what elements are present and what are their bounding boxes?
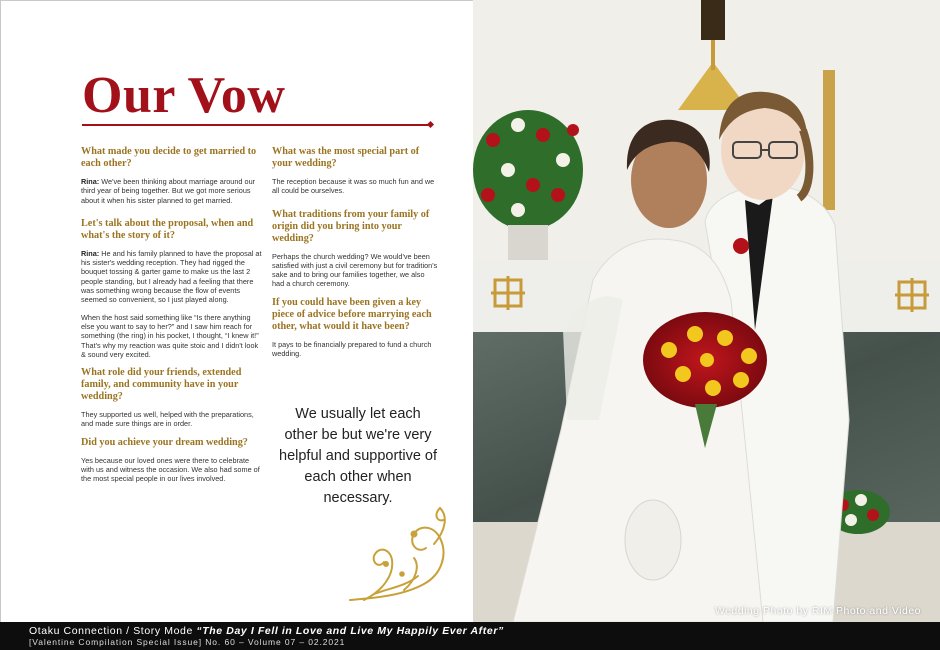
footer-series-line xyxy=(29,625,504,637)
title-divider xyxy=(82,124,430,126)
question: Let's talk about the proposal, when and what's the story of it? xyxy=(81,217,254,241)
gold-swirl-ornament xyxy=(344,504,456,604)
qa-column-right xyxy=(272,146,438,366)
question: If you could have been given a key piece of advice before marrying each other, what would it have been? xyxy=(272,296,432,332)
question: What made you decide to get married to each other? xyxy=(81,146,257,169)
photo-credit: Wedding Photo by RIM Photo and Video xyxy=(714,605,921,617)
qa-item xyxy=(81,437,264,484)
qa-column-left xyxy=(81,146,264,492)
answer: Yes because our loved ones were there to celebrate with us and witness the occasion. We also had some of the most special people in our lives involved. xyxy=(81,455,260,484)
pull-quote: We usually let each other be but we're very helpful and supportive of each other when necessary. xyxy=(279,406,437,506)
qa-item xyxy=(272,209,438,289)
question: What role did your friends, extended family, and community have in your wedding? xyxy=(81,367,242,403)
footer-story-title: “The Day I Fell in Love and Live My Happily Ever After” xyxy=(196,625,504,637)
answer: The reception because it was so much fun and we all could be ourselves. xyxy=(272,177,435,196)
wedding-photo xyxy=(473,0,940,622)
qa-item xyxy=(272,146,438,196)
answer: Rina: We've been thinking about marriage around our third year of being together. But we got more serious about it when his sister planned to get married. xyxy=(81,177,256,205)
qa-item xyxy=(272,297,438,359)
question: What traditions from your family of origin did you bring into your wedding? xyxy=(272,208,430,244)
footer-issue-line: [Valentine Compilation Special Issue] No. 60 – Volume 07 – 02.2021 xyxy=(29,637,346,647)
question: Did you achieve your dream wedding? xyxy=(81,436,248,448)
question: What was the most special part of your wedding? xyxy=(272,146,420,169)
qa-item xyxy=(81,367,264,429)
answer: Rina: He and his family planned to have the proposal at his sister's wedding reception. They had rigged the bouquet tossing & garter game to make us the last 2 people standing, but I already had a feeling that there was something wrong because the flow of events seemed so convenient, so I just played along. xyxy=(81,248,262,305)
answer: It pays to be financially prepared to fund a church wedding. xyxy=(272,339,432,359)
article-title: Our Vow xyxy=(82,67,286,124)
answer-speaker: Rina: xyxy=(81,177,100,186)
qa-item xyxy=(81,146,264,205)
answer: Perhaps the church wedding? We would've been satisfied with just a civil ceremony but for tradition's sake and to bring our families together, we also had a church ceremony. xyxy=(272,251,438,289)
wedding-photo-illustration xyxy=(473,0,940,622)
page-footer xyxy=(0,622,940,650)
altar-cross-icon xyxy=(895,278,929,312)
answer-continued: When the host said something like “Is there anything else you want to say to her?” and I saw him reach for something (the ring) in his pocket, I thought, “I knew it!” That's why my reaction was quite stoic and I didn't look & sound very excited. xyxy=(81,312,259,359)
answer: They supported us well, helped with the preparations, and made sure things are in order. xyxy=(81,410,254,429)
qa-item xyxy=(81,218,264,359)
altar-cross-icon xyxy=(491,276,525,310)
footer-series: Otaku Connection / Story Mode xyxy=(29,625,197,637)
answer-speaker: Rina: xyxy=(81,248,100,258)
